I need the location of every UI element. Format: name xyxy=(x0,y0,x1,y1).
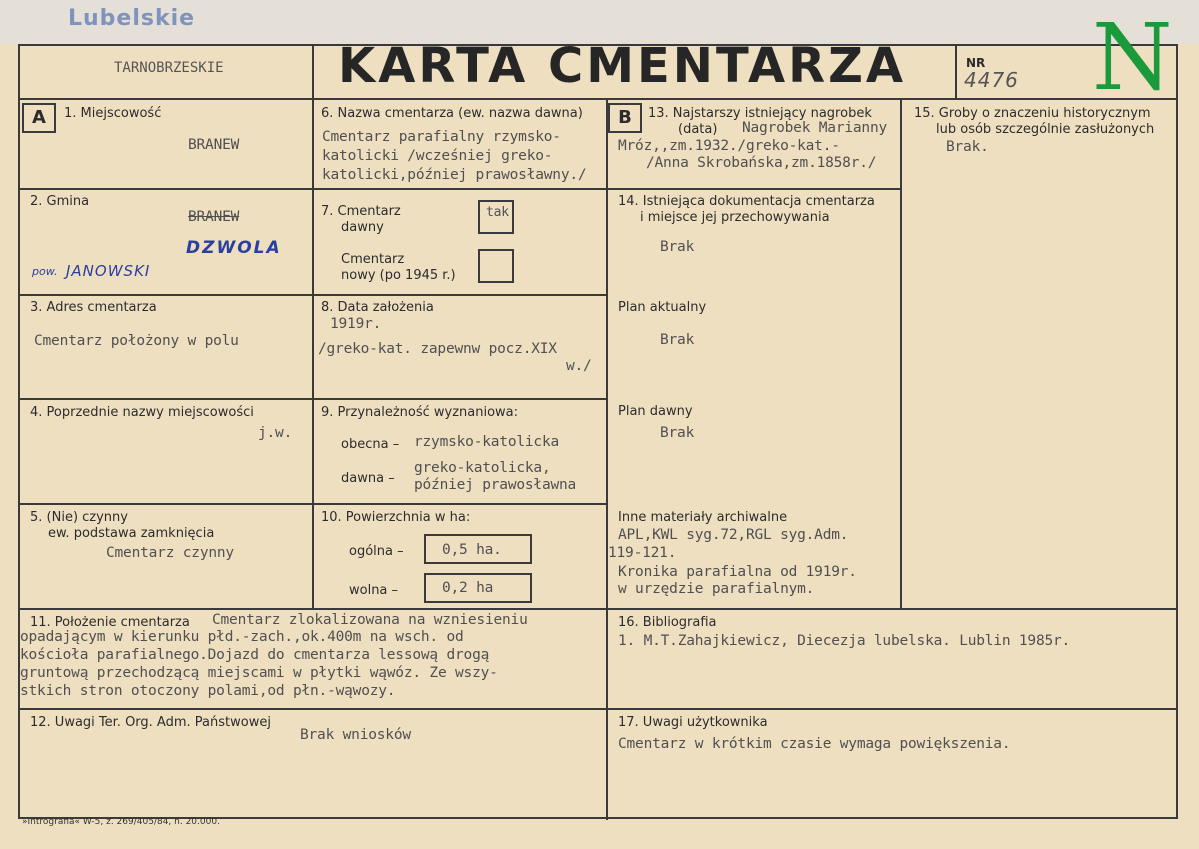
field-13-line: /Anna Skrobańska,zm.1858r./ xyxy=(646,155,877,171)
field-8-line: w./ xyxy=(566,358,592,374)
plan-aktualny-label: Plan aktualny xyxy=(618,300,707,315)
divider xyxy=(18,188,608,190)
section-a-box: A xyxy=(22,103,56,133)
divider xyxy=(606,98,608,820)
field-11-line: kościoła parafialnego.Dojazd do cmentarza lessową drogą xyxy=(20,647,490,663)
field-11-line: stkich stron otoczony polami,od płn.-wąwozy. xyxy=(20,683,396,699)
field-2-note: JANOWSKI xyxy=(66,262,151,280)
divider xyxy=(18,608,1178,610)
field-9-label: 9. Przynależność wyznaniowa: xyxy=(321,405,519,420)
field-2-value: DZWOLA xyxy=(186,238,282,258)
field-10-label: 10. Powierzchnia w ha: xyxy=(321,510,471,525)
field-13-label: 13. Najstarszy istniejący nagrobek xyxy=(648,106,872,121)
field-2-struck: BRANEW xyxy=(188,209,240,225)
section-b-box: B xyxy=(608,103,642,133)
divider xyxy=(955,44,957,100)
field-14-label-2: i miejsce jej przechowywania xyxy=(640,210,830,225)
inne-line: 119-121. xyxy=(608,545,677,561)
field-15-label-2: lub osób szczególnie zasłużonych xyxy=(936,122,1155,137)
divider xyxy=(900,98,902,610)
field-8-line: /greko-kat. zapewnw pocz.XIX xyxy=(318,341,557,357)
plan-dawny-value: Brak xyxy=(660,425,695,441)
divider xyxy=(18,294,608,296)
inne-line: Kronika parafialna od 1919r. xyxy=(618,564,857,580)
field-8-label: 8. Data założenia xyxy=(321,300,434,315)
field-17-value: Cmentarz w krótkim czasie wymaga powiększenia. xyxy=(618,736,1011,752)
field-12-value: Brak wniosków xyxy=(300,727,411,743)
field-7-label-2: Cmentarz xyxy=(341,252,405,267)
field-6-line: katolicki,później prawosławny./ xyxy=(322,167,587,183)
field-15-value: Brak. xyxy=(946,139,989,155)
field-9-obecna-value: rzymsko-katolicka xyxy=(414,434,560,450)
page-title: KARTA CMENTARZA xyxy=(338,38,907,94)
field-11-line: opadającym w kierunku płd.-zach.,ok.400m na wsch. od xyxy=(20,629,464,645)
field-7-nowy: nowy (po 1945 r.) xyxy=(341,268,456,283)
divider xyxy=(18,503,608,505)
field-16-value: 1. M.T.Zahajkiewicz, Diecezja lubelska. Lublin 1985r. xyxy=(618,633,1071,649)
field-9-obecna-label: obecna – xyxy=(341,437,400,452)
divider xyxy=(18,708,1178,710)
field-8-line: 1919r. xyxy=(330,316,382,332)
field-9-dawna-label: dawna – xyxy=(341,471,395,486)
plan-dawny-label: Plan dawny xyxy=(618,404,693,419)
province-name: TARNOBRZESKIE xyxy=(114,60,224,76)
nr-value: 4476 xyxy=(964,68,1019,92)
field-7-label: 7. Cmentarz xyxy=(321,204,401,219)
divider xyxy=(312,44,314,100)
inne-line: APL,KWL syg.72,RGL syg.Adm. xyxy=(618,527,849,543)
nr-label: NR xyxy=(966,56,986,70)
divider xyxy=(18,98,1178,100)
field-11-line: gruntową przechodzącą miejscami w płytki wąwóz. Ze wszy- xyxy=(20,665,498,681)
field-9-dawna-line: później prawosławna xyxy=(414,477,577,493)
field-14-value: Brak xyxy=(660,239,695,255)
field-3-value: Cmentarz położony w polu xyxy=(34,333,239,349)
card-frame xyxy=(18,44,1178,819)
field-2-label: 2. Gmina xyxy=(30,194,90,209)
region-stamp: Lubelskie xyxy=(68,6,196,31)
inne-line: w urzędzie parafialnym. xyxy=(618,581,815,597)
field-11-first-line: Cmentarz zlokalizowana na wzniesieniu xyxy=(212,612,528,628)
field-10-wolna-label: wolna – xyxy=(349,583,399,598)
field-13-line: Mróz,,zm.1932./greko-kat.- xyxy=(618,138,840,154)
checkbox-nowy xyxy=(478,249,514,283)
field-4-value: j.w. xyxy=(258,425,293,441)
divider xyxy=(312,98,314,610)
field-10-wolna-value: 0,2 ha xyxy=(442,580,494,596)
field-2-note-prefix: pow. xyxy=(32,265,58,278)
field-14-label: 14. Istniejąca dokumentacja cmentarza xyxy=(618,194,875,209)
field-13-label-2: (data) xyxy=(678,122,718,137)
field-5-label-2: ew. podstawa zamknięcia xyxy=(48,526,215,541)
plan-aktualny-value: Brak xyxy=(660,332,695,348)
divider xyxy=(606,188,902,190)
field-7-dawny: dawny xyxy=(341,220,384,235)
field-16-label: 16. Bibliografia xyxy=(618,615,717,630)
field-6-label: 6. Nazwa cmentarza (ew. nazwa dawna) xyxy=(321,106,583,121)
divider xyxy=(18,398,608,400)
inne-label: Inne materiały archiwalne xyxy=(618,510,788,525)
field-3-label: 3. Adres cmentarza xyxy=(30,300,157,315)
field-10-ogolna-value: 0,5 ha. xyxy=(442,542,502,558)
field-12-label: 12. Uwagi Ter. Org. Adm. Państwowej xyxy=(30,715,271,730)
field-11-label: 11. Położenie cmentarza xyxy=(30,615,190,630)
field-6-line: Cmentarz parafialny rzymsko- xyxy=(322,129,561,145)
corner-mark: N xyxy=(1092,4,1173,111)
field-9-dawna-line: greko-katolicka, xyxy=(414,460,551,476)
printer-imprint: »Intrografia« W-5, z. 269/405/84, n. 20.000. xyxy=(22,817,220,827)
field-4-label: 4. Poprzednie nazwy miejscowości xyxy=(30,405,254,420)
field-10-ogolna-label: ogólna – xyxy=(349,544,404,559)
field-5-value: Cmentarz czynny xyxy=(106,545,234,561)
field-6-line: katolicki /wcześniej greko- xyxy=(322,148,553,164)
field-17-label: 17. Uwagi użytkownika xyxy=(618,715,768,730)
field-13-line: Nagrobek Marianny xyxy=(742,120,888,136)
field-7-dawny-value: tak xyxy=(486,205,509,220)
field-15-label: 15. Groby o znaczeniu historycznym xyxy=(914,106,1151,121)
field-1-label: 1. Miejscowość xyxy=(64,106,162,121)
field-5-label: 5. (Nie) czynny xyxy=(30,510,128,525)
field-1-value: BRANEW xyxy=(188,137,240,153)
